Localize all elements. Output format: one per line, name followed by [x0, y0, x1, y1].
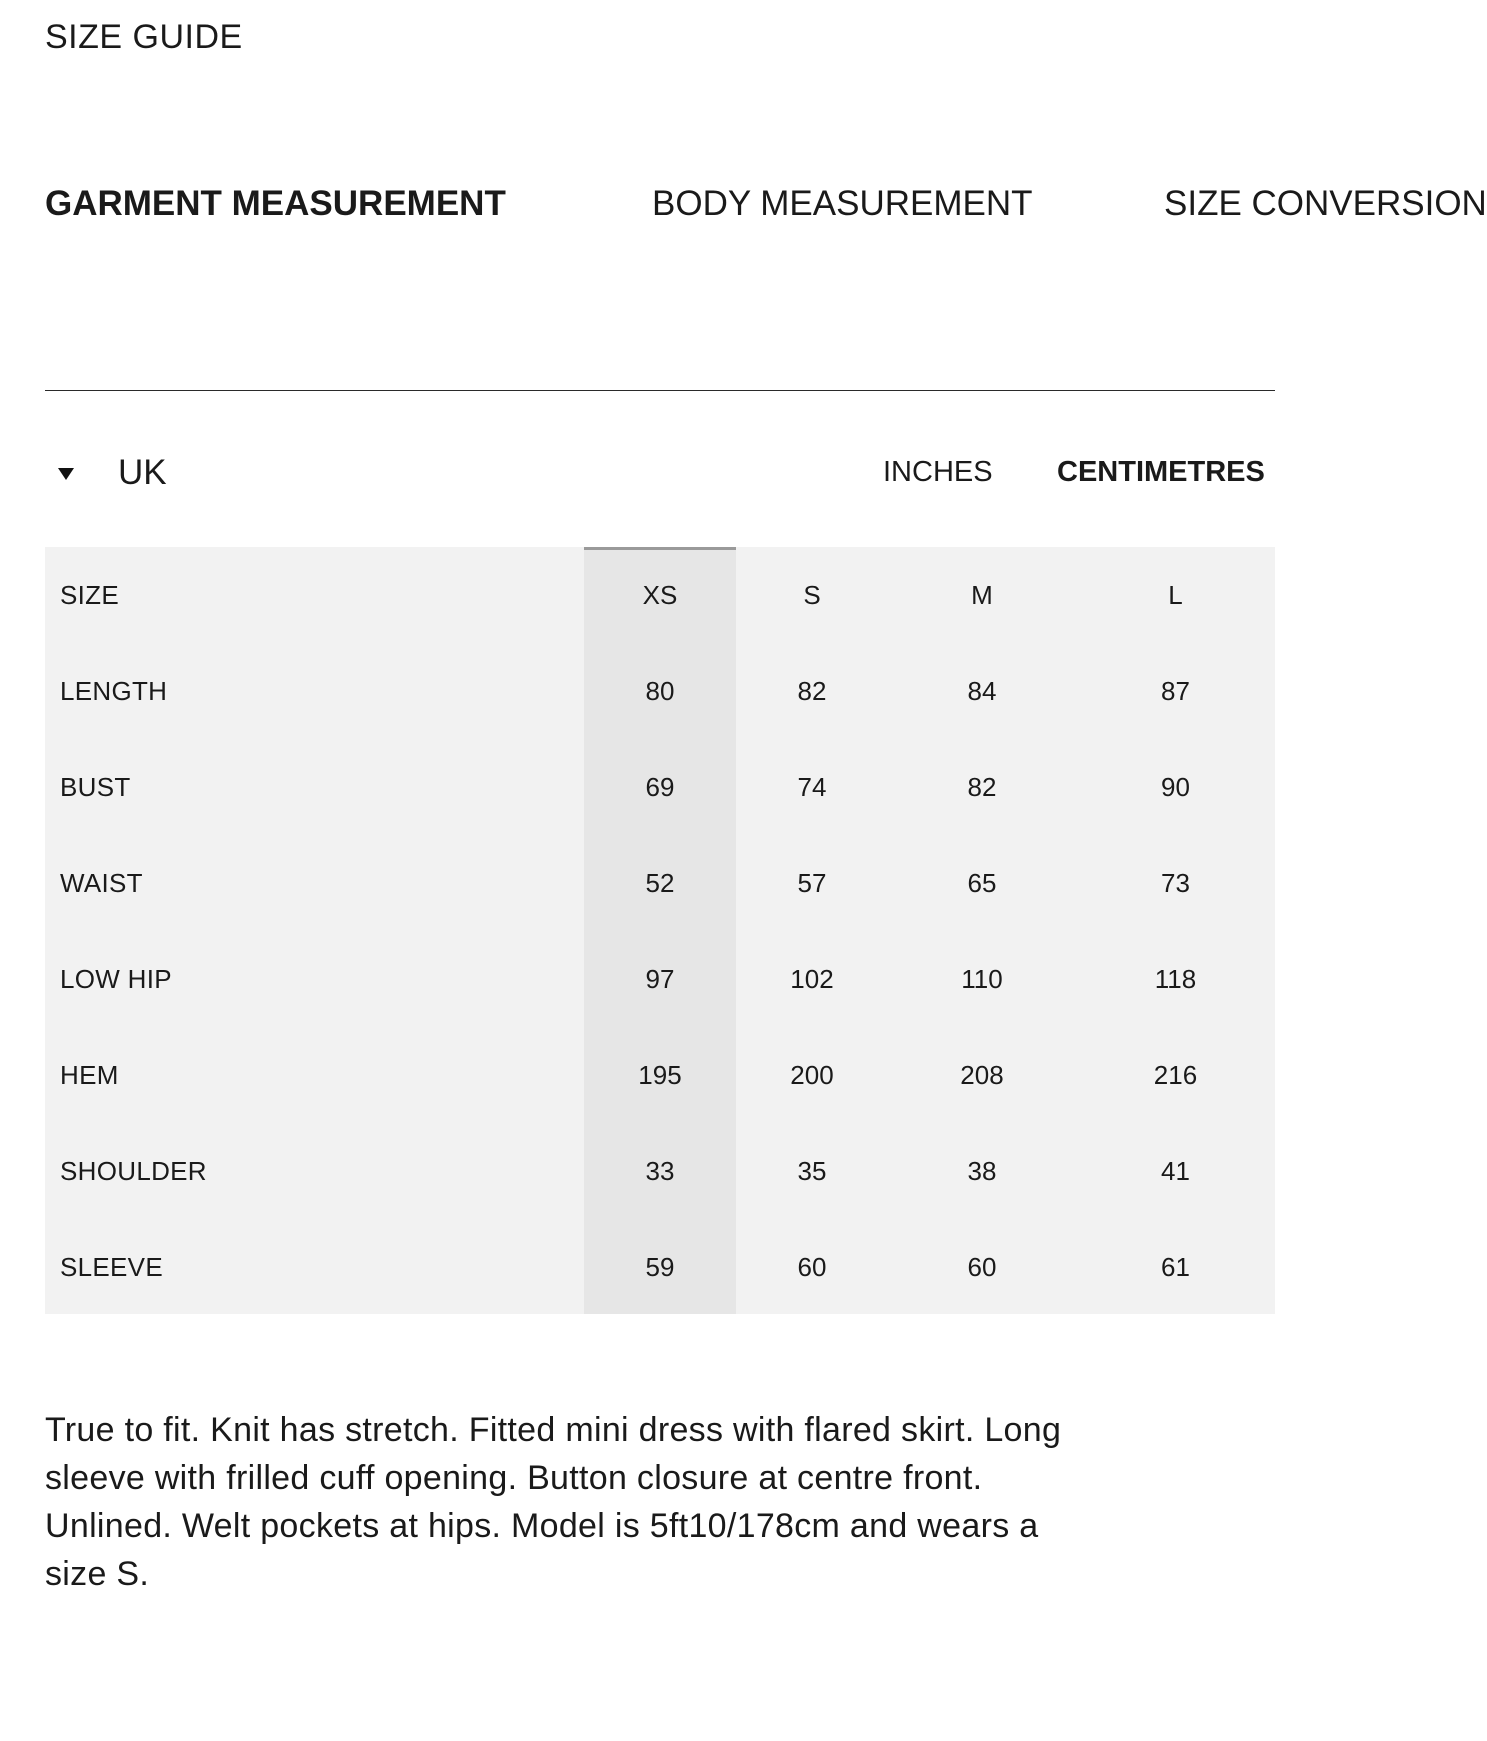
table-row — [45, 739, 1275, 835]
table-cell: 84 — [967, 676, 997, 706]
region-selected-value: UK — [118, 453, 167, 492]
table-cell: 35 — [797, 1156, 827, 1186]
size-table — [45, 547, 1275, 1314]
row-label: SHOULDER — [60, 1156, 207, 1186]
row-label: HEM — [60, 1060, 119, 1090]
table-cell: 200 — [790, 1060, 834, 1090]
tab-garment-measurement[interactable]: GARMENT MEASUREMENT — [45, 184, 506, 223]
table-cell: 33 — [645, 1156, 675, 1186]
tab-body-measurement[interactable]: BODY MEASUREMENT — [652, 184, 1033, 223]
table-cell: 60 — [797, 1252, 827, 1282]
table-cell: 57 — [797, 868, 827, 898]
table-row — [45, 1027, 1275, 1123]
caret-down-icon — [58, 468, 74, 480]
table-cell: 41 — [1161, 1156, 1190, 1186]
divider — [45, 390, 1275, 391]
table-row — [45, 931, 1275, 1027]
table-cell: 90 — [1161, 772, 1190, 802]
product-fit-description: True to fit. Knit has stretch. Fitted mini dress with flared skirt. Long sleeve with frilled cuff opening. Button closure at centre front. Unlined. Welt pockets at hips. Model is 5ft10/178cm and wears a size S. — [45, 1411, 1062, 1593]
table-cell: 87 — [1161, 676, 1190, 706]
column-header-l[interactable]: L — [1168, 580, 1183, 610]
table-row — [45, 1123, 1275, 1219]
table-cell: 208 — [960, 1060, 1004, 1090]
table-cell: 52 — [645, 868, 675, 898]
table-cell: 97 — [645, 964, 675, 994]
table-cell: 69 — [645, 772, 675, 802]
row-label: BUST — [60, 772, 131, 802]
table-cell: 73 — [1161, 868, 1190, 898]
row-label: WAIST — [60, 868, 143, 898]
table-cell: 82 — [797, 676, 827, 706]
table-header-row — [45, 547, 1275, 643]
page-title: SIZE GUIDE — [45, 18, 243, 56]
table-cell: 80 — [645, 676, 675, 706]
row-label: SLEEVE — [60, 1252, 163, 1282]
column-header-xs[interactable]: XS — [642, 580, 678, 610]
row-label: LOW HIP — [60, 964, 172, 994]
column-header-m[interactable]: M — [971, 580, 993, 610]
table-cell: 60 — [967, 1252, 997, 1282]
table-cell: 65 — [967, 868, 997, 898]
column-header: SIZE — [60, 580, 119, 610]
table-cell: 61 — [1161, 1252, 1190, 1282]
table-cell: 102 — [790, 964, 834, 994]
column-header-s[interactable]: S — [803, 580, 821, 610]
table-row — [45, 1219, 1275, 1315]
table-cell: 118 — [1154, 964, 1197, 994]
unit-inches-toggle[interactable]: INCHES — [883, 456, 993, 488]
table-row — [45, 835, 1275, 931]
table-cell: 74 — [797, 772, 827, 802]
table-cell: 216 — [1153, 1060, 1198, 1090]
table-cell: 195 — [638, 1060, 682, 1090]
table-cell: 38 — [967, 1156, 997, 1186]
region-dropdown[interactable] — [58, 450, 167, 496]
table-cell: 59 — [645, 1252, 675, 1282]
table-cell: 82 — [967, 772, 997, 802]
tab-size-conversion[interactable]: SIZE CONVERSION — [1164, 184, 1487, 223]
table-cell: 110 — [961, 964, 1003, 994]
row-label: LENGTH — [60, 676, 168, 706]
unit-centimetres-toggle[interactable]: CENTIMETRES — [1057, 456, 1265, 488]
measurement-tabs — [45, 184, 1487, 234]
table-row — [45, 643, 1275, 739]
